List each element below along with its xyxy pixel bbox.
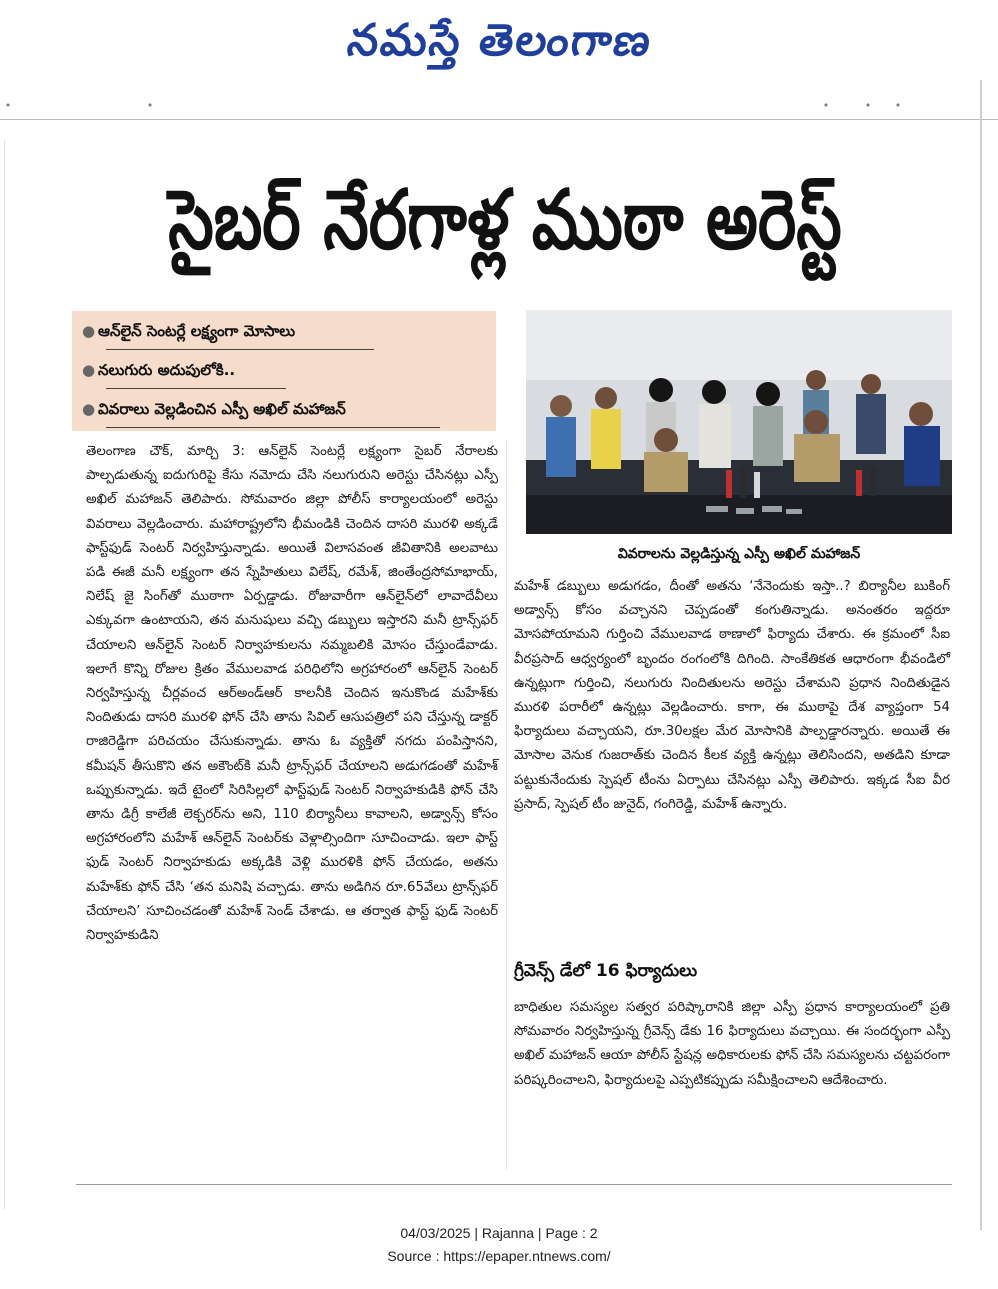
article-body-right: మహేశ్ డబ్బులు అడుగడం, దీంతో అతను ‘నేనెందుకు ఇస్తా..? బిర్యానీల బుకింగ్ అడ్వాన్స్ కోసం వచ్చానని చెప్పడంతో కంగుతిన్నాడు. అనంతరం ఇద్దరూ మోసపోయామని గుర్తించి వేములవాడ ఠాణాలో ఫిర్యాదు చేశారు. ఈ క్రమంలో సీఐ వీరప్రసాద్ ఆధ్వర్యంలో బృందం రంగంలోకి దిగింది. సాంకేతికత ఆధారంగా భీవండిలో ఉన్నట్లుగా గుర్తించి, నలుగురు నిందితులను అరెస్టు చేశామని ప్రధాన నిందితుడైన మురళి పరారీలో ఉన్నట్లు వెల్లడించారు. కాగా, ఈ ముఠాపై దేశ వ్యాప్తంగా 54 ఫిర్యాదులు వచ్చాయని, రూ.30లక్షల మేర మోసానికి పాల్పడ్డారన్నారు. అయితే ఈ మోసాల వెనుక గుజరాత్‌కు చెందిన కీలక వ్యక్తి ఉన్నట్లు తెలిసిందని, అతడిని కూడా పట్టుకునేందుకు స్పెషల్ టీంను ఏర్పాటు చేసినట్లు ఎస్పీ తెలిపారు. ఇక్కడ సీఐ వీర ప్రసాద్, స్పెషల్ టీం జునైద్, గంగిరెడ్డి, మహేశ్ ఉన్నారు.: [514, 579, 950, 812]
highlight-underline: [106, 349, 374, 350]
masthead: [0, 0, 998, 80]
newspaper-logo: నమస్తే తెలంగాణ: [344, 15, 656, 66]
highlight-item: ● వివరాలు వెల్లడించిన ఎస్పీ అఖిల్ మహాజన్: [82, 394, 346, 424]
left-page-edge: [4, 140, 5, 1210]
top-cropped-strip: [0, 96, 998, 114]
right-page-edge: [980, 80, 982, 1230]
column-divider: [506, 440, 507, 1170]
highlight-underline: [106, 427, 440, 428]
article-subheading: గ్రీవెన్స్ డేలో 16 ఫిర్యాదులు: [514, 961, 698, 981]
highlight-item: ● ఆన్‌లైన్ సెంటర్లే లక్ష్యంగా మోసాలు: [82, 316, 295, 346]
highlight-underline: [106, 388, 286, 389]
photo-caption: వివరాలను వెల్లడిస్తున్న ఎస్పీ అఖిల్ మహాజన్: [617, 546, 861, 562]
highlight-item: ● నలుగురు అదుపులోకి..: [82, 355, 235, 385]
article-body-grievance: బాధితుల సమస్యల సత్వర పరిష్కారానికి జిల్లా ఎస్పీ ప్రధాన కార్యాలయంలో ప్రతి సోమవారం నిర్వహిస్తున్న గ్రీవెన్స్ డేకు 16 ఫిర్యాదులు వచ్చాయి. ఈ సందర్భంగా ఎస్పీ అఖిల్ మహాజన్ ఆయా పోలీస్ స్టేషన్ల అధికారులకు ఫోన్ చేసి సమస్యలను చట్టపరంగా పరిష్కరించాలని, ఫిర్యాదులపై ఎప్పటికప్పుడు సమీక్షించాలని ఆదేశించారు.: [514, 1000, 950, 1088]
bullet-icon: ●: [82, 361, 96, 379]
article-body-left: తెలంగాణ చౌక్, మార్చి 3: ఆన్‌లైన్ సెంటర్లే లక్ష్యంగా సైబర్ నేరాలకు పాల్పడుతున్న ఐదుగురిపై కేసు నమోదు చేసి నలుగురుని అరెస్టు చేసినట్లు ఎస్పీ అఖిల్ మహాజన్ తెలిపారు. సోమవారం జిల్లా పోలీస్ కార్యాలయంలో అరెస్టు వివరాలు వెల్లడించారు. మహారాష్ట్రలోని భీమండికి చెందిన దాసరి మురళి అక్కడే ఫాస్ట్‌ఫుడ్ సెంటర్ నిర్వహిస్తున్నాడు. అయితే విలాసవంత జీవితానికి అలవాటు పడి ఈజీ మనీ లక్ష్యంగా తన స్నేహితులు విలేష్, రమేశ్, జింతేంద్రసోమాభాయ్, నిలేష్ జై సింగ్‌తో ముఠాగా ఏర్పడ్డాడు. రోజువారీగా ఆన్‌లైన్‌లో లావాదేవీలు ఎక్కువగా ఉంటాయని, తన మనుషులు వచ్చి డబ్బులు ఇస్తారని మనీ ట్రాన్స్‌ఫర్ చేయాలని ఆన్‌లైన్ సెంటర్ నిర్వాహకులను నమ్మబలికి మోసం చేస్తుండేవాడు. ఇలాగే కొన్ని రోజుల క్రితం వేములవాడ పరిధిలోని అగ్రహారంలో ఆన్‌లైన్ సెంటర్ నిర్వహిస్తున్న చీర్లవంచ ఆర్‌అండ్‌ఆర్ కాలనీకి చెందిన ఇనుకొండ మహేశ్‌కు నిందితుడు దాసరి మురళి ఫోన్ చేసి తాను సివిల్ ఆసుపత్రిలో పని చేస్తున్న డాక్టర్ రాజిరెడ్డిగా పరిచయం చేసుకున్నాడు. తాను ఓ వ్యక్తితో నగదు పంపిస్తానని, కమీషన్ తీసుకొని తన అకౌంట్‌కి మనీ ట్రాన్స్‌ఫర్ చేయాలని అడుగడంతో మహేశ్ ఒప్పుకున్నాడు. ఇదే టైంలో సిరిసిల్లలో ఫాస్ట్‌ఫుడ్ సెంటర్ నిర్వాహకుడికి ఫోన్ చేసి తాను డిగ్రీ కాలేజీ లెక్చరర్‌ను అని, 110 బిర్యానీలు కావాలని, అడ్వాన్స్ కోసం అగ్రహారంలోని మహేశ్ ఆన్‌లైన్ సెంటర్‌కు వెళ్లాల్సిందిగా సూచించాడు. ఇలా ఫాస్ట్ ఫుడ్ సెంటర్ నిర్వాహకుడు అక్కడికి వెళ్లి మురళికి ఫోన్ చేయడం, అతను మహేశ్‌కు ఫోన్ చేసి ‘తన మనిషి వచ్చాడు. తాను అడిగిన రూ.65వేలు ట్రాన్స్‌ఫర్ చేయాలని’ సూచించడంతో మహేశ్ సెండ్ చేశాడు. ఆ తర్వాత ఫాస్ట్ ఫుడ్ సెంటర్ నిర్వాహకుడిని: [86, 444, 498, 944]
source-link[interactable]: Source : https://epaper.ntnews.com/: [387, 1248, 611, 1264]
press-conference-photo: [526, 310, 952, 534]
bullet-icon: ●: [82, 322, 96, 340]
bottom-divider: [76, 1184, 952, 1185]
bullet-icon: ●: [82, 400, 96, 418]
page-footer: [0, 1222, 998, 1268]
article-headline: సైబర్ నేరగాళ్ల ముఠా అరెస్ట్: [168, 173, 842, 268]
highlights-box: [72, 311, 496, 431]
top-divider: [0, 119, 998, 120]
edition-info: 04/03/2025 | Rajanna | Page : 2: [400, 1225, 598, 1241]
